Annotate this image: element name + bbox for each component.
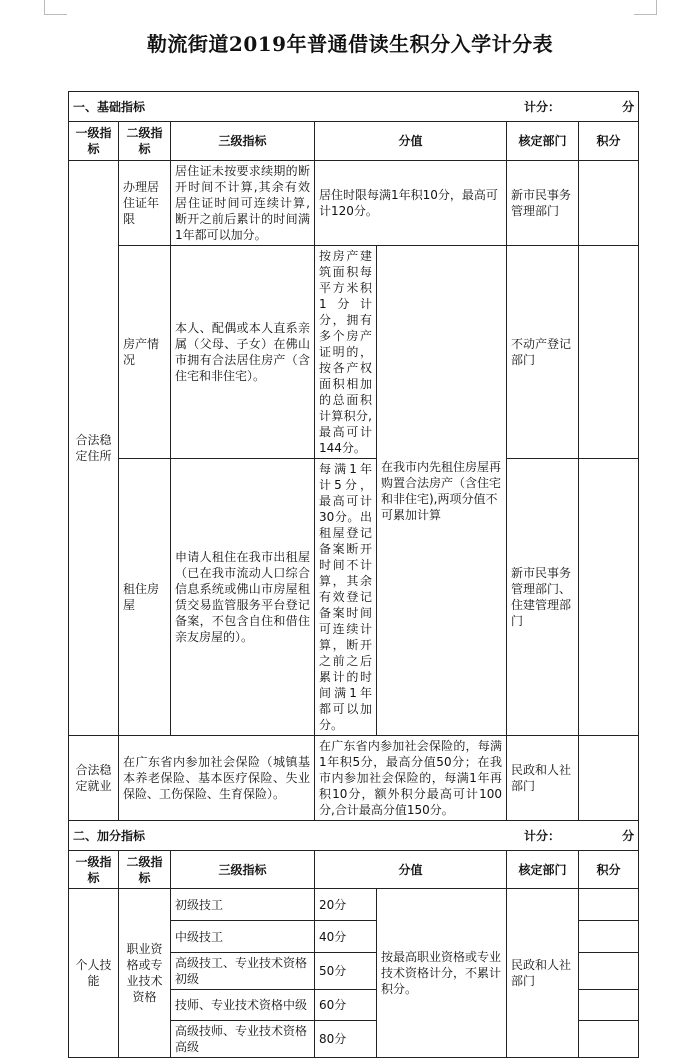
section2-score [524,828,634,844]
section1-title-cell [69,92,639,122]
score-cell[interactable] [579,921,639,953]
header-dept: 核定部门 [507,851,579,889]
header-dept: 核定部门 [507,122,579,161]
section2-score-unit: 分 [622,828,635,843]
level1-employment: 合法稳定就业 [69,736,119,821]
score-cell[interactable] [579,246,639,459]
level3-employment: 在广东省内参加社会保险（城镇基本养老保险、基本医疗保险、失业保险、工伤保险、生育保险）。 [119,736,315,821]
dept-employment: 民政和人社部门 [507,736,579,821]
level2-residence-permit: 办理居住证年限 [119,161,171,246]
skill-points: 60分 [315,990,377,1021]
section1-score-unit: 分 [622,99,635,114]
section2-title-cell [69,821,639,851]
skill-points: 20分 [315,889,377,921]
header-score: 积分 [579,851,639,889]
value-employment: 在广东省内参加社会保险的，每满1年积5分，最高分值50分；在我市内参加社会保险的，每满1年再积10分，额外积分最高可计100分,合计最高分值150分。 [315,736,507,821]
header-level1: 一级指标 [69,122,119,161]
dept-skills: 民政和人社部门 [507,889,579,1058]
header-level2: 二级指标 [119,122,171,161]
section2-score-label: 计分： [524,828,561,843]
score-table [68,91,639,1058]
score-cell[interactable] [579,459,639,736]
level2-property: 房产情况 [119,246,171,459]
crop-mark-left [44,0,67,15]
level1-skills: 个人技能 [69,889,119,1058]
score-cell[interactable] [579,736,639,821]
skill-name: 中级技工 [171,921,315,953]
score-cell[interactable] [579,953,639,990]
skill-name: 初级技工 [171,889,315,921]
score-cell[interactable] [579,1021,639,1058]
level2-rental: 租住房屋 [119,459,171,736]
document-title: 勒流街道2019年普通借读生积分入学计分表 [146,32,554,56]
skill-name: 高级技工、专业技术资格初级 [171,953,315,990]
section2-title-row [69,821,639,851]
score-cell[interactable] [579,889,639,921]
table-row [69,736,639,821]
section1-title-row [69,92,639,122]
level2-qualification: 职业资格或专业技术资格 [119,889,171,1058]
value-rental: 每满1年计5分，最高可计30分。出租屋登记备案断开时间不计算，其余有效登记备案时间可连续计算，断开之前之后累计的时间满1年都可以加分。 [315,459,377,736]
score-cell[interactable] [579,161,639,246]
table-row [69,161,639,246]
score-cell[interactable] [579,990,639,1021]
header-level2: 二级指标 [119,851,171,889]
section2-title: 二、加分指标 [73,828,146,843]
header-value: 分值 [315,122,507,161]
level1-residence: 合法稳定住所 [69,161,119,736]
section1-title: 一、基础指标 [73,99,146,114]
value-property: 按房产建筑面积每平方米积1分计分，拥有多个房产证明的，按各产权面积相加的总面积计算积分,最高可计144分。 [315,246,377,459]
section1-header-row [69,122,639,161]
skill-points: 80分 [315,1021,377,1058]
dept-residence-permit: 新市民事务管理部门 [507,161,579,246]
table-row [69,889,639,921]
header-score: 积分 [579,122,639,161]
table-row [69,246,639,459]
dept-rental: 新市民事务管理部门、住建管理部门 [507,459,579,736]
level3-property: 本人、配偶或本人直系亲属（父母、子女）在佛山市拥有合法居住房产（含住宅和非住宅）。 [171,246,315,459]
skill-points: 50分 [315,953,377,990]
header-value: 分值 [315,851,507,889]
level3-rental: 申请人租住在我市出租屋（已在我市流动人口综合信息系统或佛山市房屋租赁交易监管服务平台登记备案，不包含自住和借住亲友房屋的）。 [171,459,315,736]
table-row [69,459,639,736]
section1-score [524,99,634,115]
section2-header-row [69,851,639,889]
value-residence-permit: 居住时限每满1年积10分，最高可计120分。 [315,161,507,246]
header-level1: 一级指标 [69,851,119,889]
skill-name: 技师、专业技术资格中级 [171,990,315,1021]
skill-rule: 按最高职业资格或专业技术资格计分，不累计积分。 [377,889,507,1058]
value-non-cumulative-note: 在我市内先租住房屋再购置合法房产（含住宅和非住宅),两项分值不可累加计算 [377,246,507,736]
level3-residence-permit: 居住证未按要求续期的断开时间不计算,其余有效居住证时间可连续计算,断开之前后累计的时间满1年都可以加分。 [171,161,315,246]
header-level3: 三级指标 [171,851,315,889]
header-level3: 三级指标 [171,122,315,161]
crop-mark-right [634,0,657,15]
dept-property: 不动产登记部门 [507,246,579,459]
skill-points: 40分 [315,921,377,953]
skill-name: 高级技师、专业技术资格高级 [171,1021,315,1058]
section1-score-label: 计分： [524,99,561,114]
